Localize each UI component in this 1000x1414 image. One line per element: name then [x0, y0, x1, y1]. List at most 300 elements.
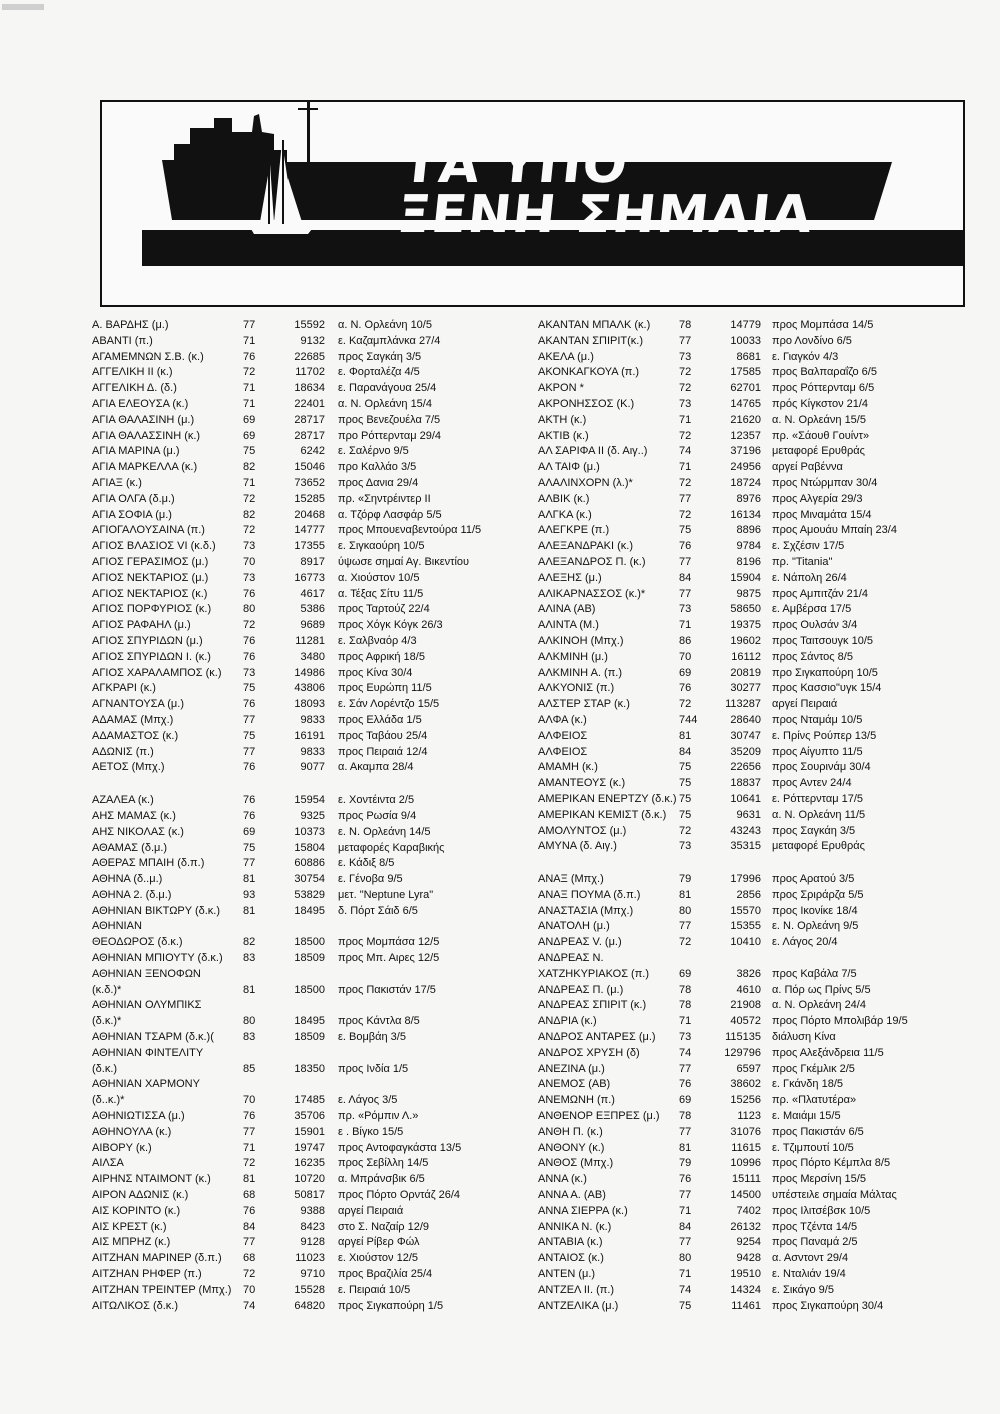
list-item [538, 634, 978, 650]
build-year: 76 [243, 809, 256, 822]
ship-name: ΑΛΙΝΑ (ΑΒ) [538, 603, 596, 616]
deadweight: 37196 [730, 445, 761, 458]
deadweight: 16191 [294, 729, 325, 742]
deadweight: 11281 [295, 634, 325, 647]
voyage-status: ε. Χιούστον 12/5 [338, 1252, 418, 1265]
voyage-status: προς Αμουάυ Μπαίη 23/4 [772, 524, 897, 537]
build-year: 75 [679, 524, 692, 537]
voyage-status: προς Αμπιτζάν 21/4 [772, 587, 869, 600]
deadweight: 20819 [730, 666, 761, 679]
list-item [92, 745, 532, 761]
deadweight: 40572 [730, 1015, 761, 1028]
list-item [538, 1172, 978, 1188]
deadweight: 16112 [731, 650, 761, 663]
deadweight: 10410 [730, 936, 761, 949]
build-year: 73 [243, 540, 256, 553]
list-item [538, 872, 978, 888]
voyage-status: προς Αρατού 3/5 [772, 873, 855, 886]
list-item [92, 1046, 532, 1062]
ship-name: ΑΓΙΑ ΜΑΡΙΝΑ (μ.) [92, 445, 180, 458]
build-year: 77 [679, 555, 692, 568]
build-year: 70 [243, 1283, 256, 1296]
ship-name: ΑΛΚΥΟΝΙΣ (π.) [538, 682, 615, 695]
deadweight: 35209 [730, 745, 761, 758]
voyage-status: προ Καλλάο 3/5 [338, 461, 417, 474]
ship-name: Α. ΒΑΡΔΗΣ (μ.) [92, 319, 169, 331]
list-item [92, 1204, 532, 1220]
deadweight: 8681 [736, 350, 761, 363]
deadweight: 3826 [736, 967, 761, 980]
list-item [92, 508, 532, 524]
build-year: 78 [679, 999, 692, 1012]
voyage-status: μεταφορέ Ερυθράς [772, 445, 865, 458]
build-year: 84 [679, 745, 692, 758]
list-item [538, 571, 978, 587]
build-year: 76 [243, 1110, 256, 1123]
voyage-status: ε. Λάγος 20/4 [772, 936, 838, 949]
voyage-status: μεταφορές Καραβικής [338, 841, 445, 854]
ship-name: (δ.κ.)* [92, 1015, 122, 1028]
voyage-status: προς Ρωσία 9/4 [338, 809, 417, 822]
build-year: 79 [679, 1157, 692, 1170]
deadweight: 19602 [730, 634, 761, 647]
deadweight: 18350 [294, 1062, 325, 1075]
ship-name: ΑΓΙΟΣ ΓΕΡΑΣΙΜΟΣ (μ.) [92, 555, 209, 568]
deadweight: 15285 [294, 492, 325, 505]
build-year: 72 [679, 698, 692, 711]
voyage-status: α. Χιούστον 10/5 [338, 571, 420, 584]
page-title-line2: ΞΕΝΗ ΣΗΜΑΙΑ [394, 185, 816, 245]
build-year: 76 [243, 350, 256, 363]
build-year: 75 [679, 1299, 692, 1312]
ship-name: ΑΝΕΖΙΝΑ (μ.) [538, 1062, 605, 1075]
list-item [92, 523, 532, 539]
ship-name: ΑΝΘΕΝΟΡ ΕΞΠΡΕΣ (μ.) [538, 1110, 660, 1123]
ship-name: ΑΓΙΟΣ ΧΑΡΑΛΑΜΠΟΣ (κ.) [92, 666, 222, 679]
voyage-status: ύψωσε σημαί Αγ. Βικεντίου [338, 555, 470, 568]
list-item [92, 318, 532, 334]
build-year: 78 [679, 1110, 692, 1123]
build-year: 84 [243, 1220, 256, 1233]
voyage-status: προς Αντοφαγκάστα 13/5 [338, 1141, 462, 1154]
deadweight: 30754 [294, 873, 325, 886]
deadweight: 28717 [294, 429, 325, 442]
list-item [92, 1077, 532, 1093]
ship-name: ΑΙΤΖΗΑΝ ΡΗΦΕΡ (π.) [92, 1268, 202, 1281]
build-year: 76 [243, 1204, 256, 1217]
deadweight: 62701 [730, 382, 761, 395]
ship-name: ΑΔΑΜΑΣ (Μπχ.) [92, 713, 174, 726]
ship-name: ΑΛΚΙΝΟΗ (Μπχ.) [538, 634, 624, 647]
ship-name: ΑΙΣ ΚΟΡΙΝΤΟ (κ.) [92, 1204, 181, 1217]
voyage-status: προς Μπ. Αιρες 12/5 [338, 952, 440, 965]
ship-name: ΑΝΝΙΚΑ Ν. (κ.) [538, 1220, 612, 1233]
ship-name: ΑΗΣ ΝΙΚΟΛΑΣ (κ.) [92, 825, 184, 838]
deadweight: 15904 [730, 571, 761, 584]
build-year: 84 [679, 1220, 692, 1233]
deadweight: 31076 [730, 1125, 761, 1138]
ship-name: ΑΓΙΑΞ (κ.) [92, 476, 142, 489]
list-item [538, 792, 978, 808]
voyage-status: ε . Βίγκο 15/5 [338, 1125, 404, 1138]
list-item [92, 935, 532, 951]
build-year: 75 [679, 777, 692, 790]
list-item [538, 444, 978, 460]
voyage-status: α. Ασντοντ 29/4 [772, 1252, 849, 1265]
deadweight: 6242 [300, 445, 325, 458]
build-year: 77 [679, 334, 692, 347]
ship-name: ΑΝΑΞ ΠΟΥΜΑ (δ.π.) [538, 888, 641, 901]
build-year: 73 [679, 1031, 692, 1044]
deadweight: 73652 [294, 476, 325, 489]
voyage-status: διάλυση Κίνα [772, 1031, 836, 1044]
voyage-status: προς Αντεν 24/4 [772, 777, 852, 790]
ship-name: ΑΛ ΤΑΙΦ (μ.) [538, 461, 600, 474]
build-year: 76 [243, 634, 256, 647]
deadweight: 9784 [736, 540, 761, 553]
build-year: 71 [243, 1141, 256, 1154]
voyage-status: προς Κασσιο"υγκ 15/4 [772, 682, 882, 695]
deadweight: 10373 [294, 825, 325, 838]
list-item [92, 555, 532, 571]
ship-name: ΑΘΑΜΑΣ (δ.μ.) [92, 841, 168, 854]
ship-name: ΑΝΝΑ (κ.) [538, 1173, 587, 1186]
deadweight: 8917 [300, 555, 325, 568]
list-item [538, 476, 978, 492]
deadweight: 22685 [294, 350, 325, 363]
list-item [538, 365, 978, 381]
deadweight: 18500 [294, 936, 325, 949]
deadweight: 15111 [732, 1173, 761, 1186]
list-item [92, 1109, 532, 1125]
list-item [538, 587, 978, 603]
list-item [92, 681, 532, 697]
list-item [92, 429, 532, 445]
build-year: 74 [679, 445, 692, 458]
list-item [92, 998, 532, 1014]
list-item [538, 1046, 978, 1062]
build-year: 76 [243, 698, 256, 711]
voyage-status: α. Μπράνσβικ 6/5 [338, 1173, 425, 1186]
deadweight: 18724 [730, 476, 761, 489]
ship-name: ΑΝΔΡΟΣ ΧΡΥΣΗ (δ) [538, 1046, 640, 1059]
voyage-status: πρ. «Ρόμπιν Λ.» [338, 1110, 419, 1123]
build-year: 76 [243, 794, 256, 807]
build-year: 69 [679, 1094, 692, 1107]
list-item [538, 1204, 978, 1220]
build-year: 73 [679, 350, 692, 363]
list-item [538, 808, 978, 824]
deadweight: 18093 [294, 698, 325, 711]
list-item [538, 998, 978, 1014]
ship-name: ΑΝΔΡΕΑΣ Ν. [538, 952, 604, 965]
list-item [92, 856, 532, 872]
voyage-status: ε. Πειραιά 10/5 [338, 1283, 411, 1296]
deadweight: 129796 [724, 1046, 761, 1059]
deadweight: 26132 [730, 1220, 761, 1233]
voyage-status: προς Δανια 29/4 [338, 476, 419, 489]
voyage-status: προς Πόρτο Κέμπλα 8/5 [772, 1157, 891, 1170]
page-title [394, 135, 821, 245]
build-year: 81 [679, 729, 692, 742]
build-year: 69 [243, 429, 256, 442]
deadweight: 3480 [300, 650, 325, 663]
list-item [538, 492, 978, 508]
deadweight: 10641 [730, 792, 761, 805]
deadweight: 2856 [736, 888, 761, 901]
deadweight: 12357 [730, 429, 761, 442]
deadweight: 22401 [294, 397, 325, 410]
list-item [92, 888, 532, 904]
ship-name: ΑΙΤΖΗΑΝ ΜΑΡΙΝΕΡ (δ.π.) [92, 1252, 222, 1265]
voyage-status: προς Ταβάου 25/4 [338, 729, 428, 742]
list-item [538, 508, 978, 524]
build-year: 77 [679, 1062, 692, 1075]
build-year: 74 [679, 1283, 692, 1296]
ship-name: ΑΜΟΛΥΝΤΟΣ (μ.) [538, 824, 627, 837]
voyage-status: προς Πόρτο Ορντάζ 26/4 [338, 1189, 461, 1202]
list-item [92, 1299, 532, 1315]
deadweight: 11702 [295, 366, 325, 379]
build-year: 72 [243, 619, 256, 632]
voyage-status: προς Ευρώπη 11/5 [338, 682, 432, 695]
ship-name: ΑΓΙΟΣ ΝΕΚΤΑΡΙΟΣ (μ.) [92, 571, 209, 584]
list-item [92, 1014, 532, 1030]
deadweight: 9689 [300, 619, 325, 632]
ship-name: ΑΝΕΜΩΝΗ (π.) [538, 1094, 615, 1107]
list-item [92, 1030, 532, 1046]
ship-name: ΑΚΑΝΤΑΝ ΣΠΙΡΙΤ(κ.) [538, 334, 643, 347]
build-year: 71 [679, 461, 692, 474]
build-year: 72 [243, 366, 256, 379]
build-year: 71 [679, 1268, 692, 1281]
ship-name: ΑΝΘΟΣ (Μπχ.) [538, 1157, 614, 1170]
voyage-status: ε. Μαιάμι 15/5 [772, 1110, 841, 1123]
ship-name: ΑΗΣ ΜΑΜΑΣ (κ.) [92, 809, 176, 822]
ship-name: ΑΛΙΚΑΡΝΑΣΣΟΣ (κ.)* [538, 587, 646, 600]
list-item [92, 919, 532, 935]
list-item [538, 967, 978, 983]
voyage-status: προς Ινδία 1/5 [338, 1062, 409, 1075]
deadweight: 22656 [730, 761, 761, 774]
voyage-status: αργεί Ραβέννα [772, 461, 843, 474]
ship-name: ΑΜΕΡΙΚΑΝ ΚΕΜΙΣΤ (δ.κ.) [538, 808, 667, 821]
ship-name: ΑΛ ΣΑΡΙΦΑ ΙΙ (δ. Αιγ..) [538, 445, 648, 458]
voyage-status: στο Σ. Ναζαίρ 12/9 [338, 1220, 430, 1233]
voyage-status: προς Παναμά 2/5 [772, 1236, 858, 1249]
voyage-status: μεταφορέ Ερυθράς [772, 840, 865, 853]
voyage-status: προς Σαγκάη 3/5 [338, 350, 422, 363]
list-item [538, 1251, 978, 1267]
list-item [92, 729, 532, 745]
build-year: 77 [679, 1189, 692, 1202]
ship-name: ΑΛΚΜΙΝΗ (μ.) [538, 650, 608, 663]
list-item [92, 1093, 532, 1109]
voyage-status: προς Ταρτούζ 22/4 [338, 603, 430, 616]
deadweight: 6597 [736, 1062, 761, 1075]
list-item [538, 1188, 978, 1204]
voyage-status: ε. Σικάγο 9/5 [772, 1283, 834, 1296]
list-item [92, 1220, 532, 1236]
voyage-status: ε. Ρόττερνταμ 17/5 [772, 792, 864, 805]
voyage-status: μετ. "Neptune Lyra" [338, 888, 434, 901]
build-year: 72 [679, 382, 692, 395]
voyage-status: α. Τέξας Σίτυ 11/5 [338, 587, 424, 600]
list-item [538, 1299, 978, 1315]
build-year: 70 [243, 1094, 256, 1107]
list-item [538, 697, 978, 713]
build-year: 81 [243, 904, 256, 917]
deadweight: 58650 [730, 603, 761, 616]
voyage-status: πρ. «Σάουθ Γουίντ» [772, 429, 870, 442]
deadweight: 15256 [730, 1094, 761, 1107]
build-year: 81 [679, 888, 692, 901]
voyage-status: προς Ταιτσουγκ 10/5 [772, 634, 874, 647]
ship-name: ΑΝΔΡΙΑ (κ.) [538, 1015, 597, 1028]
list-item [92, 413, 532, 429]
deadweight: 9128 [300, 1236, 325, 1249]
build-year: 75 [679, 761, 692, 774]
build-year: 72 [243, 1268, 256, 1281]
ship-name: ΑΓΙΟΣ ΣΠΥΡΙΔΩΝ (μ.) [92, 634, 203, 647]
ship-name: ΑΘΗΝΙΑΝ [92, 920, 142, 933]
voyage-status: προς Κάντλα 8/5 [338, 1015, 420, 1028]
ship-name: ΑΝΔΡΕΑΣ Π. (μ.) [538, 983, 624, 996]
ship-name: ΑΘΗΝΙΑΝ ΒΙΚΤΩΡΥ (δ.κ.) [92, 904, 221, 917]
ship-name: ΑΝΕΜΟΣ (ΑΒ) [538, 1078, 611, 1091]
ship-name: ΑΙΣ ΜΠΡΗΖ (κ.) [92, 1236, 171, 1249]
deadweight: 17355 [294, 540, 325, 553]
deadweight: 9325 [300, 809, 325, 822]
build-year: 75 [243, 445, 256, 458]
voyage-status: προς Αλεξάνδρεια 11/5 [772, 1046, 884, 1059]
deadweight: 15804 [294, 841, 325, 854]
voyage-status: ε. Ν. Ορλεάνη 14/5 [338, 825, 431, 838]
ship-name: ΑΚΕΛΑ (μ.) [538, 350, 594, 363]
list-item [538, 951, 978, 967]
build-year: 77 [243, 1125, 256, 1138]
ship-name: ΑΙΤΖΗΑΝ ΤΡΕΙΝΤΕΡ (Μπχ.) [92, 1283, 232, 1296]
ship-name: ΑΙΤΩΛΙΚΟΣ (δ.κ.) [92, 1299, 179, 1312]
voyage-status: προς Ντώρμπαν 30/4 [772, 476, 878, 489]
list-item [92, 1062, 532, 1078]
voyage-status: προς Ελλάδα 1/5 [338, 713, 422, 726]
deadweight: 16134 [730, 508, 761, 521]
ship-name: ΑΛΕΞΑΝΔΡΑΚΙ (κ.) [538, 540, 633, 553]
build-year: 81 [243, 1173, 256, 1186]
build-year: 73 [679, 840, 692, 853]
voyage-status: προς Σιγκαπούρη 1/5 [338, 1299, 444, 1312]
deadweight: 20468 [294, 508, 325, 521]
list-item [92, 460, 532, 476]
list-item [92, 650, 532, 666]
voyage-status: προς Μομπάσα 14/5 [772, 319, 874, 331]
voyage-status: πρός Κίγκστον 21/4 [772, 397, 869, 410]
voyage-status: ε. Βομβάη 3/5 [338, 1031, 406, 1044]
list-item [92, 334, 532, 350]
build-year: 72 [679, 476, 692, 489]
ship-name: ΑΓΙΑ ΜΑΡΚΕΛΛΑ (κ.) [92, 461, 198, 474]
build-year: 72 [679, 824, 692, 837]
list-item [92, 697, 532, 713]
voyage-status: πρ. «Πλατυτέρα» [772, 1094, 857, 1107]
deadweight: 4617 [300, 587, 325, 600]
list-item [92, 1235, 532, 1251]
deadweight: 8976 [736, 492, 761, 505]
build-year: 77 [679, 492, 692, 505]
ship-name: ΑΔΩΝΙΣ (π.) [92, 745, 154, 758]
voyage-status: προς Σαγκάη 3/5 [772, 824, 856, 837]
list-item [92, 809, 532, 825]
voyage-status: ε. Αμβέρσα 17/5 [772, 603, 852, 616]
voyage-status: προς Κίνα 30/4 [338, 666, 413, 679]
deadweight: 15954 [294, 794, 325, 807]
ship-name: ΑΖΑΛΕΑ (κ.) [92, 794, 154, 807]
build-year: 72 [243, 524, 256, 537]
deadweight: 18634 [294, 382, 325, 395]
ship-name: ΑΓΙΟΣ ΠΟΡΦΥΡΙΟΣ (κ.) [92, 603, 212, 616]
list-item [538, 1093, 978, 1109]
deadweight: 16235 [294, 1157, 325, 1170]
build-year: 78 [679, 983, 692, 996]
list-item [92, 1267, 532, 1283]
deadweight: 15528 [294, 1283, 325, 1296]
ship-name: ΑΓΙΑ ΣΟΦΙΑ (μ.) [92, 508, 172, 521]
ship-name: ΑΝΑΞ (Μπχ.) [538, 873, 604, 886]
build-year: 69 [243, 825, 256, 838]
voyage-status: α. Ν. Ορλεάνη 10/5 [338, 319, 432, 331]
ship-name: ΑΜΥΝΑ (δ. Αιγ.) [538, 840, 617, 853]
list-item [92, 760, 532, 776]
ship-name: ΑΚΟΝΚΑΓΚΟΥΑ (π.) [538, 366, 640, 379]
build-year: 78 [679, 319, 692, 331]
deadweight: 18509 [294, 952, 325, 965]
ship-name: ΑΜΕΡΙΚΑΝ ΕΝΕΡΤΖΥ (δ.κ.) [538, 792, 677, 805]
voyage-status: α. Ν. Ορλεάνη 15/5 [772, 413, 866, 426]
build-year: 77 [679, 587, 692, 600]
deadweight: 10996 [730, 1157, 761, 1170]
ship-name: ΑΛΙΝΤΑ (Μ.) [538, 619, 599, 632]
ship-name: ΑΘΗΝΙΑΝ ΟΛΥΜΠΙΚΣ [92, 999, 202, 1012]
ship-name: ΑΘΗΝΙΑΝ ΞΕΝΟΦΩΝ [92, 967, 201, 980]
list-item [92, 634, 532, 650]
voyage-status: α. Τζόρφ Λασφάρ 5/5 [338, 508, 442, 521]
build-year: 72 [679, 366, 692, 379]
deadweight: 60886 [294, 857, 325, 870]
deadweight: 18495 [294, 1015, 325, 1028]
voyage-status: προς Βενεζουέλα 7/5 [338, 413, 441, 426]
ship-name: ΑΙΛΣΑ [92, 1157, 124, 1170]
deadweight: 18837 [730, 777, 761, 790]
voyage-status: προς Ιλιτσέβσκ 10/5 [772, 1204, 871, 1217]
deadweight: 15046 [294, 461, 325, 474]
deadweight: 14500 [730, 1189, 761, 1202]
list-item [92, 1125, 532, 1141]
build-year: 83 [243, 1031, 256, 1044]
voyage-status: αργεί Πειραιά [338, 1204, 404, 1217]
deadweight: 8196 [736, 555, 761, 568]
ship-name: ΑΝΤΖΕΛ ΙΙ. (π.) [538, 1283, 615, 1296]
build-year: 80 [679, 1252, 692, 1265]
ship-name: ΑΝΔΡΟΣ ΑΝΤΑΡΕΣ (μ.) [538, 1031, 656, 1044]
list-item [92, 397, 532, 413]
deadweight: 64820 [294, 1299, 325, 1312]
build-year: 72 [679, 508, 692, 521]
voyage-status: προς Ουλσάν 3/4 [772, 619, 858, 632]
list-item [92, 841, 532, 857]
voyage-status: αργεί Πειραιά [772, 698, 838, 711]
ship-name: ΑΒΑΝΤΙ (π.) [92, 334, 153, 347]
